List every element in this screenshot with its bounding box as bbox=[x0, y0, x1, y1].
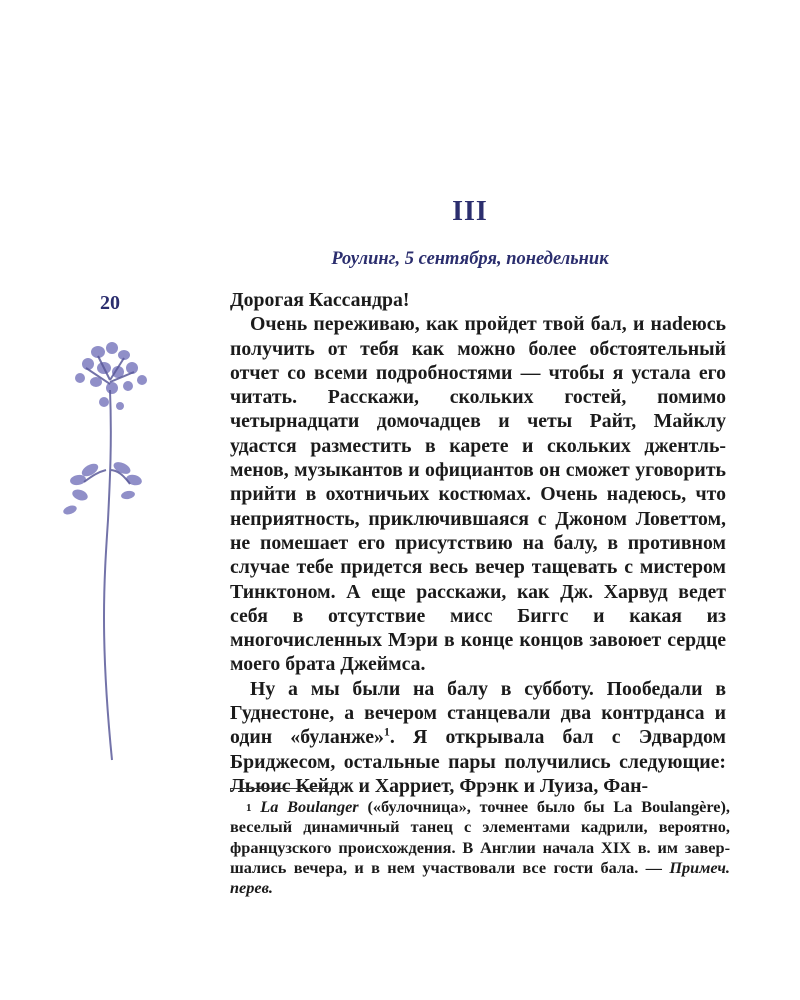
paragraph-text: Ну а мы были на балу в субботу. Пообедали в Гуднестоне, а вечером станцевали два контрданса и один «буланже» bbox=[230, 677, 726, 749]
paragraph bbox=[230, 677, 726, 798]
paragraph-text: . Я открывала бал с Эдвардом Бриджесом, остальные пары получились следующие: Льюис Кейдж и Харриет, Фрэнк и Луиза, Фан- bbox=[230, 726, 726, 797]
footnote-reference[interactable]: 1 bbox=[383, 724, 390, 739]
footnote-term: La Boulanger bbox=[260, 797, 359, 816]
salutation: Дорогая Кассандра! bbox=[230, 289, 410, 311]
footnote-marker: 1 bbox=[246, 802, 252, 814]
footnote-text: («булочница», точнее было бы bbox=[358, 797, 614, 816]
footnote-note-label: Примеч. перев. bbox=[230, 857, 730, 898]
footnote-text: ), веселый динамичный танец с элементами кадрили, вероятно, французского происхождения. В Англии начала XIX в. им завершались вечера, и в нем участвовали все гости бала. — bbox=[230, 797, 731, 877]
chapter-title: III bbox=[452, 196, 488, 227]
letter-body bbox=[230, 288, 726, 798]
page-number: 20 bbox=[100, 292, 120, 314]
paragraph: Очень переживаю, как пройдет твой бал, и наdеюсь получить от тебя как можно более обстоятельный отчет со всеми подробностями — чтобы я устала его читать. Расскажи, скольких гостей, помимо четырнадцати домочадцев и четы Райт, Майклу удастся разместить в карете и скольких джентльменов, музыкантов и официантов он сможет уговорить прийти в охотничьих костюмах. Очень надеюсь, что неприятность, приключившаяся с Джоном Ловеттом, не помешает его присутствию на балу, в противном случае тебе придется весь вечер тащевать с мистером Тинктоном. А еще расскажи, как Дж. Харвуд ведет себя в отсутствие мисс Биггс и какая из многочисленных Мэри в конце концов завоюет сердце моего брата Джеймса. bbox=[230, 313, 726, 676]
letter-heading: Роулинг, 5 сентября, понедельник bbox=[331, 249, 609, 269]
footnote-divider bbox=[230, 788, 336, 789]
flower-illustration bbox=[40, 320, 160, 780]
footnote-term-correct: La Boulangère bbox=[613, 797, 721, 816]
footnote bbox=[230, 797, 730, 898]
